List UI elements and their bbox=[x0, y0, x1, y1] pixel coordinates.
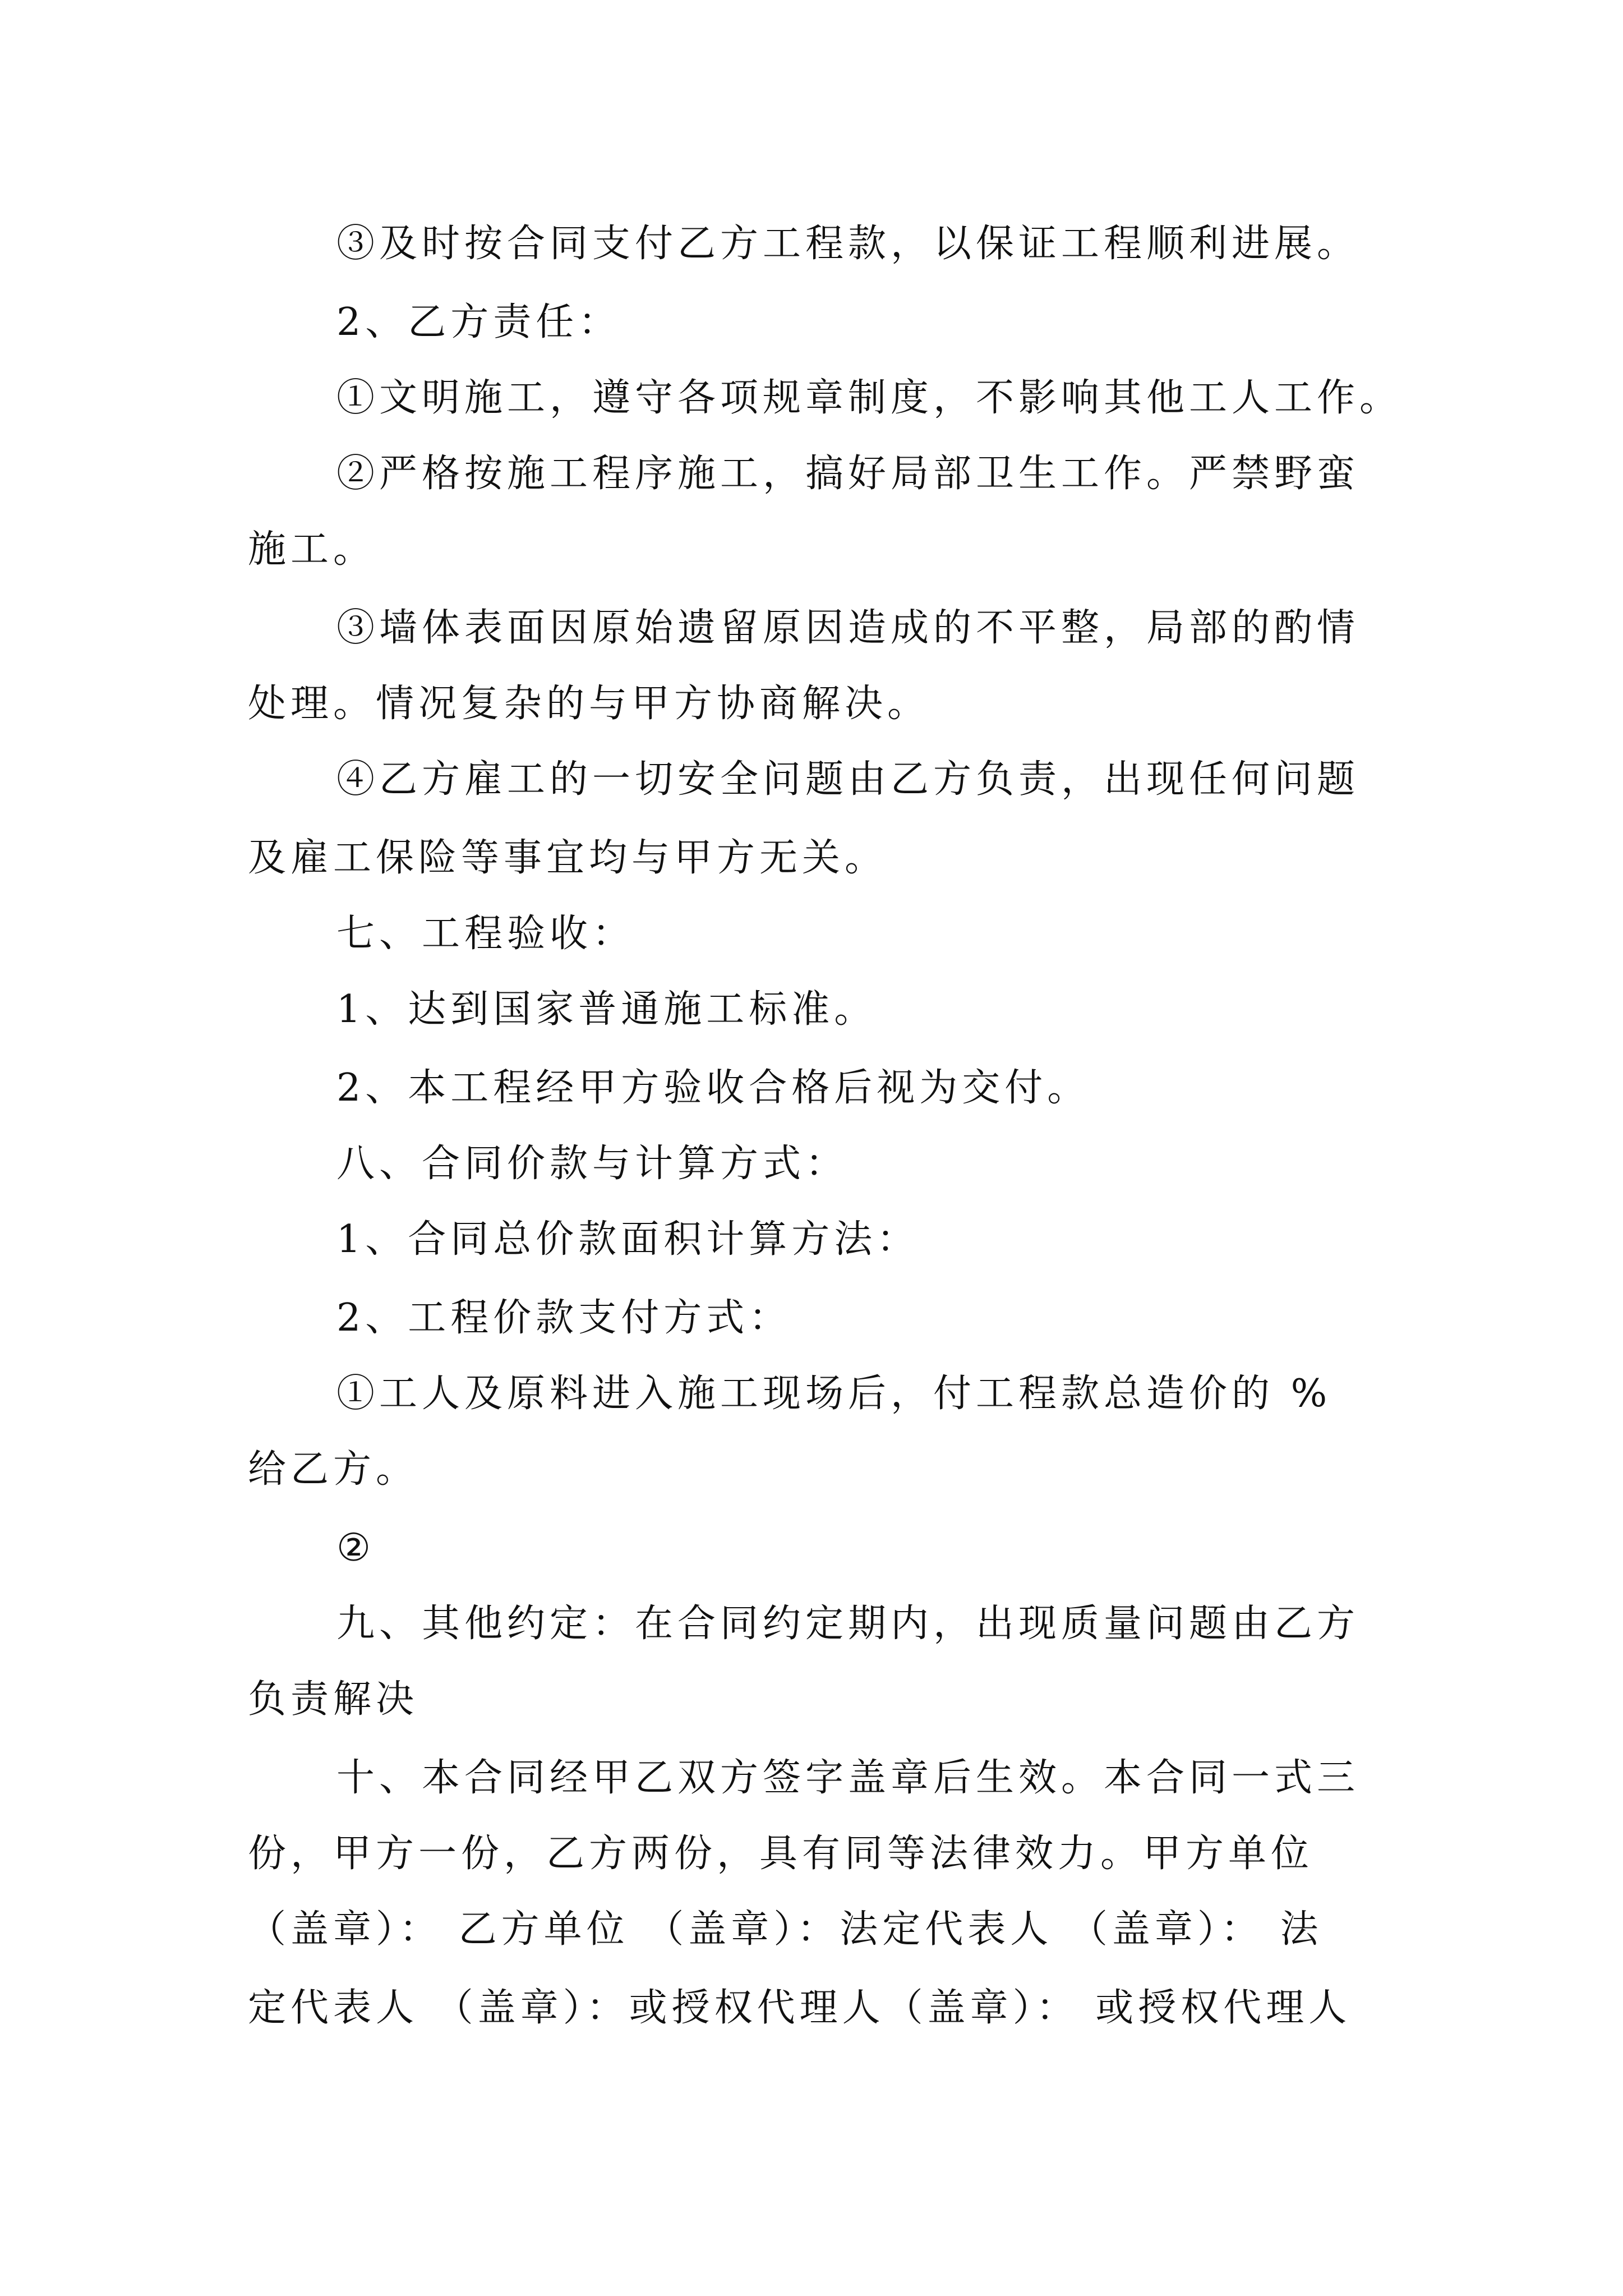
paragraph-line: ①文明施工，遵守各项规章制度，不影响其他工人工作。 bbox=[336, 376, 1403, 420]
paragraph-line: （盖章）： 乙方单位 （盖章）：法定代表人 （盖章）： 法 bbox=[248, 1907, 1323, 1952]
section-heading: 八、合同价款与计算方式： bbox=[336, 1142, 849, 1186]
paragraph-line: 定代表人 （盖章）：或授权代理人（盖章）： 或授权代理人 bbox=[248, 1986, 1352, 2030]
paragraph-line: ④乙方雇工的一切安全问题由乙方负责，出现任何问题 bbox=[336, 757, 1360, 802]
paragraph-line: 1、合同总价款面积计算方法： bbox=[336, 1217, 920, 1262]
section-heading: 九、其他约定：在合同约定期内，出现质量问题由乙方 bbox=[336, 1602, 1360, 1646]
paragraph-line: 2、乙方责任： bbox=[336, 300, 621, 344]
paragraph-line: ①工人及原料进入施工现场后，付工程款总造价的 % bbox=[336, 1372, 1332, 1416]
paragraph-line: 1、达到国家普通施工标准。 bbox=[336, 987, 877, 1032]
paragraph-line: 负责解决 bbox=[248, 1677, 419, 1722]
paragraph-line: ② bbox=[336, 1526, 375, 1570]
paragraph-line: 2、工程价款支付方式： bbox=[336, 1296, 792, 1340]
paragraph-line: 份，甲方一份，乙方两份，具有同等法律效力。甲方单位 bbox=[248, 1832, 1314, 1876]
paragraph-line: ③及时按合同支付乙方工程款，以保证工程顺利进展。 bbox=[336, 222, 1360, 266]
paragraph-line: ③墙体表面因原始遗留原因造成的不平整，局部的酌情 bbox=[336, 606, 1360, 650]
section-heading: 七、工程验收： bbox=[336, 912, 635, 956]
paragraph-line: 及雇工保险等事宜均与甲方无关。 bbox=[248, 836, 888, 880]
paragraph-line: 2、本工程经甲方验收合格后视为交付。 bbox=[336, 1066, 1090, 1110]
paragraph-line: ②严格按施工程序施工，搞好局部卫生工作。严禁野蛮 bbox=[336, 452, 1360, 496]
paragraph-line: 处理。情况复杂的与甲方协商解决。 bbox=[248, 682, 930, 726]
section-heading: 十、本合同经甲乙双方签字盖章后生效。本合同一式三 bbox=[336, 1756, 1360, 1800]
paragraph-line: 给乙方。 bbox=[248, 1447, 419, 1492]
paragraph-line: 施工。 bbox=[248, 527, 376, 572]
